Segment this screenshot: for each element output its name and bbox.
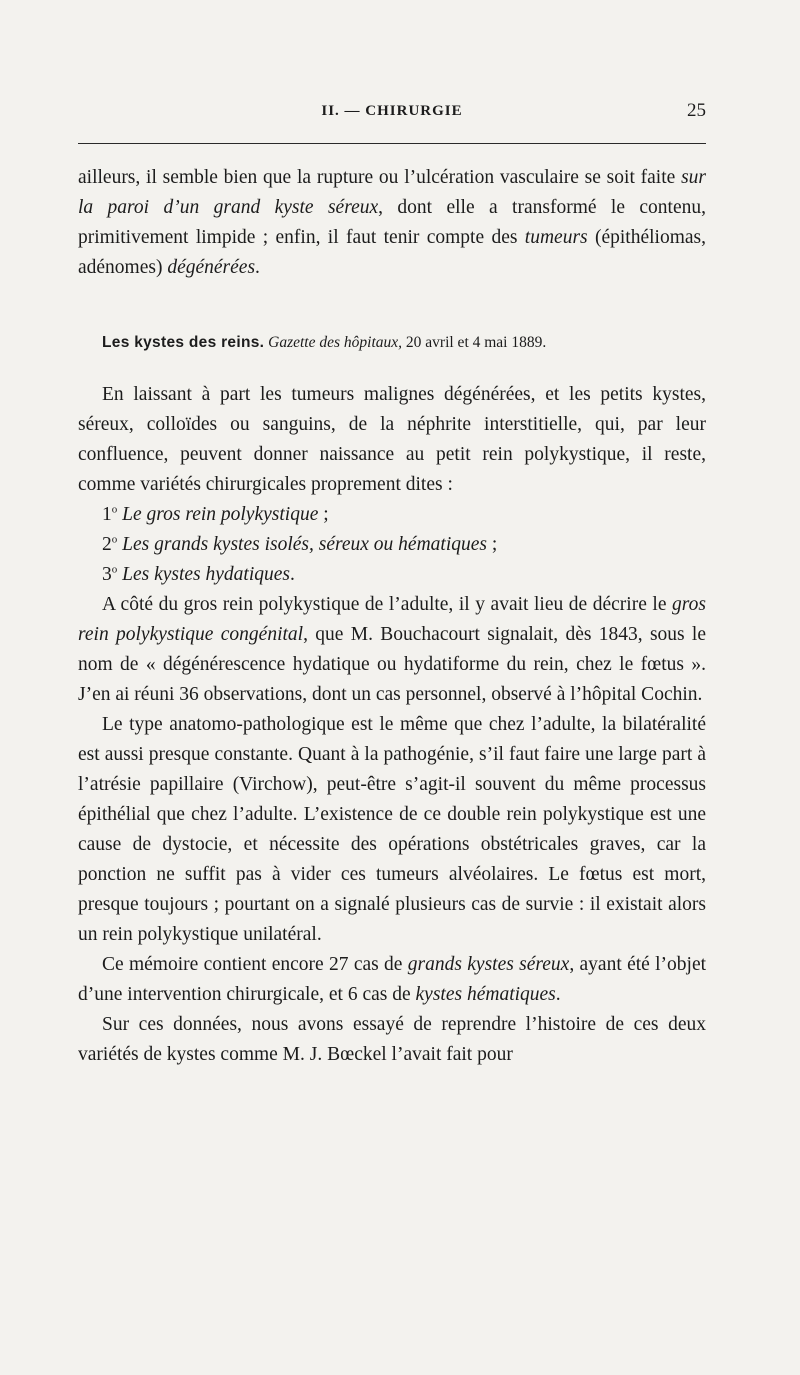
paragraph: Le type anatomo-pathologique est le même que chez l’adulte, la bilatéralité est aussi presque constante. Quant à la pathogénie, s’il faut faire une large part à l’atrésie papillaire (Virchow), peut-être s’agit-il souvent du même processus épithélial que chez l’adulte. L’existence de ce double rein polykystique est une cause de dystocie, et nécessite des opérations obstétricales graves, car la ponction ne suffit pas à vider ces tumeurs alvéolaires. Le fœtus est mort, presque toujours ; pourtant on a signalé plusieurs cas de survie : il existait alors un rein polykystique unilatéral. [78,714,706,945]
paragraph [78,950,706,1010]
text-span: . [555,984,561,1005]
ordinal-mark: o [111,563,118,576]
paragraph-continuation [78,163,706,283]
paragraph: Sur ces données, nous avons essayé de reprendre l’histoire de ces deux variétés de kystes comme M. J. Bœckel l’avait fait pour [78,1014,706,1065]
list-text: Les grands kystes isolés, séreux ou hématiques [122,534,487,555]
body-text [78,163,706,1070]
italic-span: kystes hématiques [415,984,556,1005]
italic-span: tumeurs [524,227,588,248]
journal-name: Gazette des hôpitaux, [268,334,403,351]
text-span: A côté du gros rein polykystique de l’adulte, il y avait lieu de décrire le [102,594,673,615]
section-heading [78,328,706,358]
italic-span: grands kystes séreux [407,954,570,975]
list-text: Les kystes hydatiques [122,564,291,585]
text-span: , dont elle a transformé le contenu, primitivement limpide ; enfin, il faut tenir compte des [78,197,706,248]
list-end: ; [318,504,329,525]
text-span: . [255,257,260,278]
section-title: Les kystes des reins. [102,334,265,351]
italic-span: sur la paroi d’un grand kyste séreux [78,167,706,218]
italic-span: gros rein polykystique congénital [78,594,706,645]
spacer [78,358,706,380]
list-number: 3 [102,564,112,585]
italic-span: dégénérées [167,257,256,278]
text-span: , que M. Bouchacourt signalait, dès 1843, sous le nom de « dégénérescence hydatique ou hydatiforme du rein, chez le fœtus ». J’en ai réuni 36 observations, dont un cas personnel, observé à l’hôpital Cochin. [78,624,706,705]
list-text: Le gros rein polykystique [122,504,319,525]
text-span: , ayant été l’objet d’une intervention chirurgicale, et 6 cas de [78,954,707,1005]
text-span: (épithéliomas, adénomes) [78,227,706,278]
paragraph [78,590,706,710]
text-span: ailleurs, il semble bien que la rupture ou l’ulcération vasculaire se soit faite [78,167,682,188]
page-number: 25 [687,100,706,121]
list-item [78,560,706,590]
ordinal-mark: o [111,533,118,546]
list-item [78,530,706,560]
list-item [78,500,706,530]
publication-date: 20 avril et 4 mai 1889. [402,334,547,351]
list-number: 1 [102,504,112,525]
running-title: II. — CHIRURGIE [321,103,463,119]
list-number: 2 [102,534,112,555]
header-rule [78,143,706,144]
list-end: . [290,564,295,585]
ordinal-mark: o [111,503,118,516]
running-head [78,100,706,133]
text-span: Ce mémoire contient encore 27 cas de [102,954,408,975]
spacer [78,283,706,328]
list-end: ; [486,534,498,555]
paragraph: En laissant à part les tumeurs malignes dégénérées, et les petits kystes, séreux, colloïdes ou sanguins, de la néphrite interstitielle, qui, par leur confluence, peuvent donner naissance au petit rein polykystique, il reste, comme variétés chirurgicales proprement dites : [78,384,706,495]
